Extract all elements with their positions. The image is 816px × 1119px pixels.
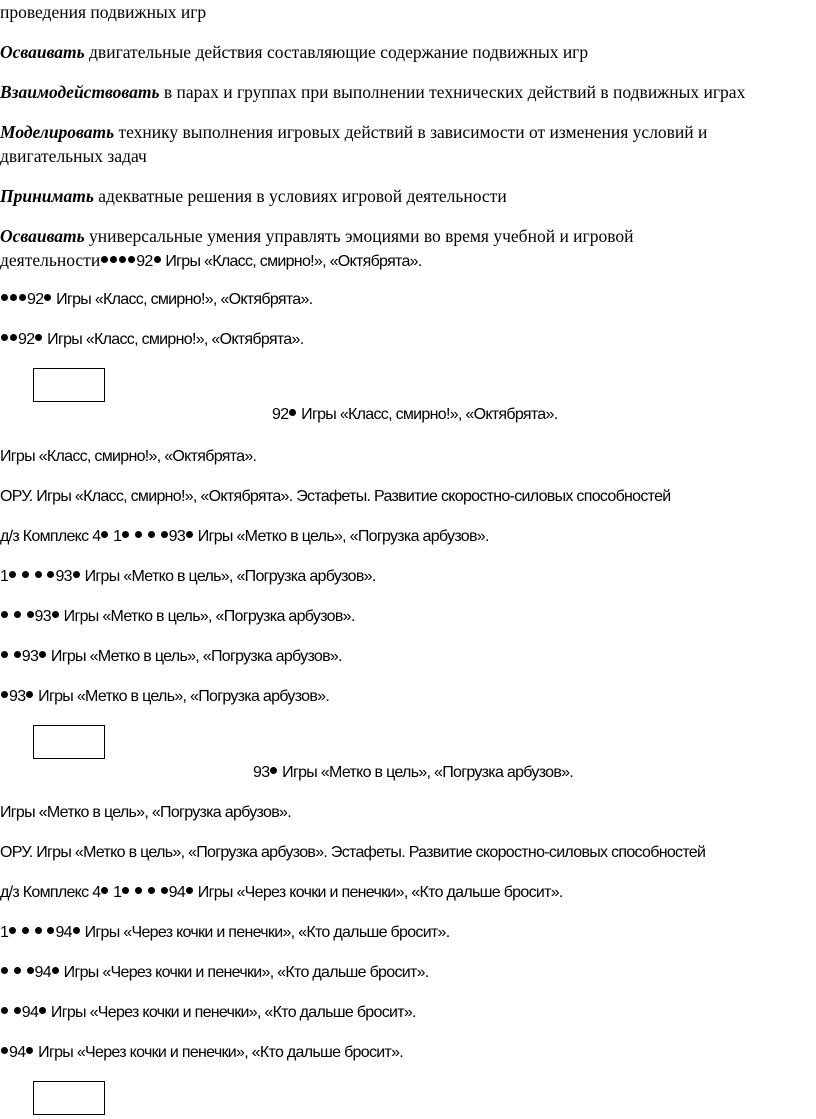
lesson-games: Игры «Метко в цель», «Погрузка арбузов». bbox=[50, 648, 342, 665]
bullet-icon bbox=[26, 691, 33, 698]
objective-4 bbox=[0, 184, 507, 208]
lesson-number: 93 bbox=[168, 528, 186, 545]
lesson-93-heading bbox=[253, 763, 573, 783]
empty-cell-box bbox=[33, 368, 105, 402]
homework-one: 1 bbox=[113, 528, 122, 545]
empty-cell-box bbox=[33, 1081, 105, 1115]
bullet-icon bbox=[26, 1047, 33, 1054]
lesson-94-line bbox=[0, 1003, 416, 1023]
bullet-icon bbox=[119, 256, 126, 263]
oru-92: ОРУ. Игры «Класс, смирно!», «Октябрята». Эстафеты. Развитие скоростно-силовых способностей bbox=[0, 488, 671, 505]
lesson-number: 92 bbox=[272, 406, 289, 423]
bullet-icon bbox=[1, 1007, 8, 1014]
bullet-icon bbox=[47, 927, 54, 934]
lesson-games: Игры «Через кочки и пенечки», «Кто дальше бросит». bbox=[50, 1004, 416, 1021]
bullet-icon bbox=[148, 887, 155, 894]
homework-num: 4 bbox=[92, 528, 101, 545]
objective-3 bbox=[0, 120, 707, 144]
objective-verb: Осваивать bbox=[0, 226, 85, 246]
homework-num: 4 bbox=[92, 884, 101, 901]
bullet-icon bbox=[35, 571, 42, 578]
lesson-number: 92 bbox=[27, 291, 44, 308]
objective-verb: Моделировать bbox=[0, 122, 115, 142]
objective-5 bbox=[0, 224, 633, 248]
homework-93 bbox=[0, 527, 489, 547]
empty-cell-box bbox=[33, 725, 105, 759]
lesson-games: Игры «Класс, смирно!», «Октябрята». bbox=[56, 291, 313, 308]
bullet-icon bbox=[148, 531, 155, 538]
objective-1 bbox=[0, 40, 588, 64]
objective-text: технику выполнения игровых действий в зависимости от изменения условий и bbox=[114, 122, 708, 142]
lesson-games: Игры «Через кочки и пенечки», «Кто дальше бросит». bbox=[84, 924, 450, 941]
lesson-games: Игры «Метко в цель», «Погрузка арбузов». bbox=[197, 528, 489, 545]
bullet-icon bbox=[47, 571, 54, 578]
bullet-icon bbox=[10, 294, 17, 301]
bullet-icon bbox=[22, 927, 29, 934]
bullet-icon bbox=[27, 611, 34, 618]
bullet-icon bbox=[14, 651, 21, 658]
bullet-icon bbox=[22, 571, 29, 578]
objective-2 bbox=[0, 80, 745, 104]
bullet-icon bbox=[19, 294, 26, 301]
bullet-icon bbox=[110, 256, 117, 263]
bullet-icon bbox=[122, 887, 129, 894]
lesson-games: Игры «Метко в цель», «Погрузка арбузов». bbox=[63, 608, 355, 625]
lesson-games: Игры «Метко в цель», «Погрузка арбузов». bbox=[38, 688, 330, 705]
lesson-92-inline bbox=[100, 253, 421, 270]
lesson-games: Игры «Класс, смирно!», «Октябрята». bbox=[165, 253, 422, 270]
lesson-number: 93 bbox=[55, 568, 72, 585]
lesson-games: Игры «Класс, смирно!», «Октябрята». bbox=[301, 406, 558, 423]
bullet-icon bbox=[35, 334, 42, 341]
lesson-number: 93 bbox=[21, 648, 39, 665]
bullet-icon bbox=[1, 334, 8, 341]
lesson-93-line bbox=[0, 607, 355, 627]
intro-text: проведения подвижных игр bbox=[0, 2, 207, 22]
bullet-icon bbox=[186, 531, 193, 538]
bullet-icon bbox=[52, 967, 59, 974]
bullet-icon bbox=[14, 1007, 21, 1014]
lesson-games: Игры «Через кочки и пенечки», «Кто дальше бросит». bbox=[63, 964, 429, 981]
lesson-number: 94 bbox=[9, 1044, 26, 1061]
lesson-number: 92 bbox=[18, 331, 35, 348]
lesson-games: Игры «Метко в цель», «Погрузка арбузов». bbox=[282, 764, 574, 781]
lesson-94-line bbox=[0, 1043, 403, 1063]
bullet-icon bbox=[122, 531, 129, 538]
bullet-icon bbox=[161, 531, 168, 538]
lesson-number: 93 bbox=[34, 608, 51, 625]
objective-text: в парах и группах при выполнении технических действий в подвижных играх bbox=[159, 82, 746, 102]
bullet-icon bbox=[39, 1007, 46, 1014]
homework-one: 1 bbox=[0, 924, 9, 941]
lesson-93-line bbox=[0, 647, 342, 667]
bullet-icon bbox=[35, 927, 42, 934]
objective-verb: Осваивать bbox=[0, 42, 85, 62]
bullet-icon bbox=[9, 571, 16, 578]
lesson-93-line bbox=[0, 687, 329, 707]
objective-5-cont bbox=[0, 248, 422, 274]
bullet-icon bbox=[1, 651, 8, 658]
lesson-games: Игры «Класс, смирно!», «Октябрята». bbox=[47, 331, 304, 348]
bullet-icon bbox=[10, 334, 17, 341]
bullet-icon bbox=[14, 967, 21, 974]
lesson-93-line bbox=[0, 567, 376, 587]
objective-text: универсальные умения управлять эмоциями во время учебной и игровой bbox=[84, 226, 634, 246]
bullet-icon bbox=[135, 887, 142, 894]
oru-93: ОРУ. Игры «Метко в цель», «Погрузка арбузов». Эстафеты. Развитие скоростно-силовых способностей bbox=[0, 844, 706, 861]
bullet-icon bbox=[101, 256, 108, 263]
objective-text: деятельности bbox=[0, 250, 101, 270]
objective-text: адекватные решения в условиях игровой деятельности bbox=[93, 186, 507, 206]
lesson-games: Игры «Метко в цель», «Погрузка арбузов». bbox=[84, 568, 376, 585]
lesson-number: 94 bbox=[55, 924, 72, 941]
bullet-icon bbox=[39, 651, 46, 658]
bullet-icon bbox=[161, 887, 168, 894]
homework-one: 1 bbox=[113, 884, 122, 901]
lesson-number: 93 bbox=[9, 688, 26, 705]
bullet-icon bbox=[73, 927, 80, 934]
lesson-92-line bbox=[0, 290, 312, 310]
lesson-94-line bbox=[0, 923, 450, 943]
lesson-number: 94 bbox=[168, 884, 186, 901]
bullet-icon bbox=[101, 531, 108, 538]
objective-3-cont: двигательных задач bbox=[0, 146, 147, 166]
bullet-icon bbox=[1, 967, 8, 974]
bullet-icon bbox=[289, 409, 296, 416]
bullet-icon bbox=[270, 767, 277, 774]
lesson-number: 94 bbox=[21, 1004, 39, 1021]
lesson-games: Игры «Через кочки и пенечки», «Кто дальше бросит». bbox=[38, 1044, 404, 1061]
bullet-icon bbox=[128, 256, 135, 263]
lesson-94-line bbox=[0, 963, 429, 983]
bullet-icon bbox=[1, 691, 8, 698]
games-title-92: Игры «Класс, смирно!», «Октябрята». bbox=[0, 448, 257, 465]
lesson-92-heading bbox=[272, 405, 557, 425]
homework-prefix: д/з Комплекс bbox=[0, 528, 93, 545]
bullet-icon bbox=[1, 1047, 8, 1054]
bullet-icon bbox=[1, 611, 8, 618]
homework-one: 1 bbox=[0, 568, 9, 585]
bullet-icon bbox=[186, 887, 193, 894]
bullet-icon bbox=[52, 611, 59, 618]
lesson-number: 93 bbox=[253, 764, 270, 781]
games-title-93: Игры «Метко в цель», «Погрузка арбузов». bbox=[0, 804, 291, 821]
bullet-icon bbox=[101, 887, 108, 894]
lesson-number: 92 bbox=[136, 253, 153, 270]
bullet-icon bbox=[1, 294, 8, 301]
bullet-icon bbox=[9, 927, 16, 934]
lesson-number: 94 bbox=[34, 964, 51, 981]
bullet-icon bbox=[44, 294, 51, 301]
bullet-icon bbox=[14, 611, 21, 618]
objective-text: двигательные действия составляющие содержание подвижных игр bbox=[84, 42, 589, 62]
bullet-icon bbox=[135, 531, 142, 538]
objective-verb: Взаимодействовать bbox=[0, 82, 160, 102]
objective-verb: Принимать bbox=[0, 186, 94, 206]
homework-prefix: д/з Комплекс bbox=[0, 884, 93, 901]
lesson-92-line bbox=[0, 330, 303, 350]
bullet-icon bbox=[27, 967, 34, 974]
lesson-games: Игры «Через кочки и пенечки», «Кто дальше бросит». bbox=[197, 884, 563, 901]
homework-94 bbox=[0, 883, 563, 903]
bullet-icon bbox=[73, 571, 80, 578]
bullet-icon bbox=[154, 256, 161, 263]
